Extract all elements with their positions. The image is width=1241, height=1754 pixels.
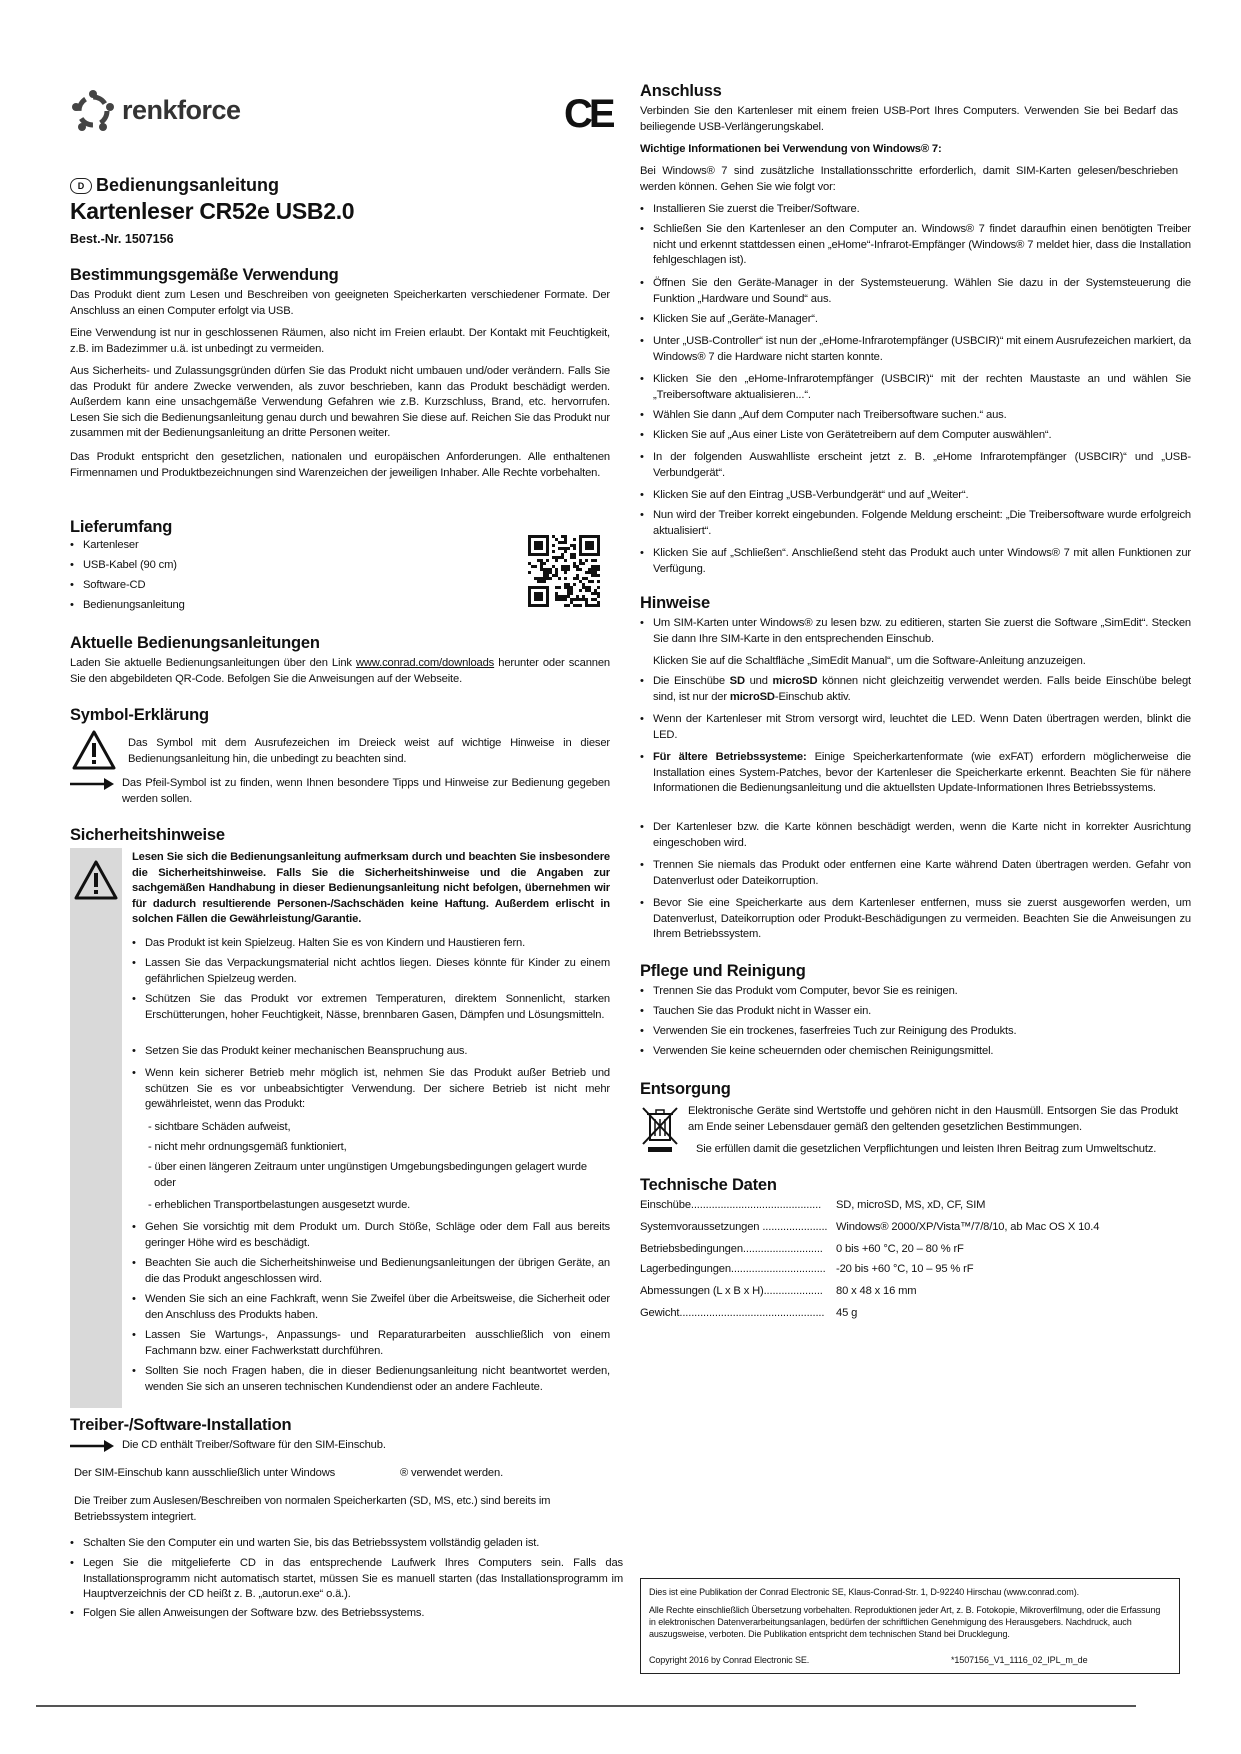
intended-use-p4: Das Produkt entspricht den gesetzlichen, nationalen und europäischen Anforderungen. Alle enthaltenen Firmennamen und Produktbezeichnungen sind Warenzeichen der jeweiligen Inhaber. Alle Rechte vorbehalten.	[70, 451, 610, 479]
notes-item: • Der Kartenleser bzw. die Karte können beschädigt werden, wenn die Karte nicht in korrekter Ausrichtung eingeschoben wird.	[640, 820, 1191, 851]
warning-triangle-icon	[72, 730, 116, 770]
safety-item: • Sollten Sie noch Fragen haben, die in dieser Bedienungsanleitung nicht beantwortet werden, wenden Sie sich an unseren technischen Kundendienst oder an andere Fachleute.	[132, 1364, 610, 1395]
care-item: • Tauchen Sie das Produkt nicht in Wasser ein.	[640, 1004, 1191, 1020]
intended-use-p2: Eine Verwendung ist nur in geschlossenen Räumen, also nicht im Freien erlaubt. Der Kontakt mit Feuchtigkeit, z.B. im Badezimmer u.ä. ist unbedingt zu vermeiden.	[70, 327, 610, 355]
care-item: • Verwenden Sie ein trockenes, faserfreies Tuch zur Reinigung des Produkts.	[640, 1024, 1191, 1040]
arrow-icon	[70, 1438, 116, 1454]
intended-use-p3: Aus Sicherheits- und Zulassungsgründen dürfen Sie das Produkt nicht umbauen und/oder verändern. Falls Sie das Produkt für andere Zwecke verwenden, als zuvor beschrieben, kann das Produkt beschädigt werden. Außerdem kann eine unsachgemäße Verwendung Gefahren wie z.B. Kurzschluss, Brand, etc. hervorrufen. Lesen Sie sich die Bedienungsanleitung genau durch und bewahren Sie diese auf. Reichen Sie das Produkt nur zusammen mit der Bedienungsanleitung an dritte Personen weiter.	[70, 365, 610, 439]
driver-note-1b: ® verwendet werden.	[400, 1467, 504, 1479]
driver-step: • Schalten Sie den Computer ein und warten Sie, bis das Betriebssystem vollständig geladen ist.	[70, 1536, 623, 1552]
notes-item-cont: Klicken Sie auf die Schaltfläche „SimEdit Manual“, um die Software-Anleitung anzuzeigen.	[653, 655, 1086, 667]
notes-item: • Um SIM-Karten unter Windows® zu lesen bzw. zu editieren, starten Sie zuerst die Software „SimEdit“. Stecken Sie dann Ihre SIM-Karte in den entsprechenden Einschub.	[640, 616, 1191, 647]
spec-key: Einschübe............................................	[640, 1199, 822, 1211]
downloads-link[interactable]: www.conrad.com/downloads	[355, 657, 495, 669]
safety-item: • Gehen Sie vorsichtig mit dem Produkt um. Durch Stöße, Schläge oder dem Fall aus bereits geringer Höhe wird es beschädigt.	[132, 1220, 610, 1251]
symbol-arrow-text: Das Pfeil-Symbol ist zu finden, wenn Ihnen besondere Tipps und Hinweise zur Bedienung gegeben werden sollen.	[122, 777, 610, 805]
warning-triangle-icon	[74, 860, 118, 900]
brand-name: renkforce	[122, 95, 241, 125]
driver-note-1a: Der SIM-Einschub kann ausschließlich unter Windows	[74, 1467, 336, 1479]
connection-step: • Nun wird der Treiber korrekt eingebunden. Folgende Meldung erscheint: „Die Treibersoftware wurde erfolgreich aktualisiert“.	[640, 508, 1191, 539]
section-title-intended-use: Bestimmungsgemäße Verwendung	[70, 266, 339, 284]
driver-step: • Folgen Sie allen Anweisungen der Software bzw. des Betriebssystems.	[70, 1606, 623, 1622]
notes-item: • Bevor Sie eine Speicherkarte aus dem Kartenleser entfernen, muss sie zuerst ausgeworfen werden, um Datenverlust, Dateikorruption oder Produkt-Beschädigungen zu vermeiden. Beachten Sie die Anweisungen zu Ihrem Betriebssystem.	[640, 896, 1191, 943]
imprint-publisher: Dies ist eine Publikation der Conrad Electronic SE, Klaus-Conrad-Str. 1, D-92240 Hirschau (www.conrad.com).	[649, 1587, 1079, 1597]
spec-value: 80 x 48 x 16 mm	[836, 1285, 917, 1297]
connection-step: • Schließen Sie den Kartenleser an den Computer an. Windows® 7 findet daraufhin einen benötigten Treiber nicht und erkennt stattdessen einen „eHome“-Infrarot-Empfänger (Windows® 7 meldet hier, dass die Installation fehlgeschlagen ist).	[640, 222, 1191, 269]
connection-step: • Klicken Sie auf „Geräte-Manager“.	[640, 312, 1191, 328]
care-item: • Verwenden Sie keine scheuernden oder chemischen Reinigungsmittel.	[640, 1044, 1191, 1060]
imprint-rights: Alle Rechte einschließlich Übersetzung vorbehalten. Reproduktionen jeder Art, z. B. Fotokopie, Mikroverfilmung, oder die Erfassung in elektronischen Datenverarbeitungsanlagen, bedürfen der schriftlichen Genehmigung des Herausgebers. Nachdruck, auch auszugsweise, verboten. Die Publikation entspricht dem technischen Stand bei Drucklegung.	[649, 1605, 1161, 1639]
driver-tip: Die CD enthält Treiber/Software für den SIM-Einschub.	[122, 1439, 386, 1451]
section-title-manuals: Aktuelle Bedienungsanleitungen	[70, 634, 320, 652]
safety-subitem: - sichtbare Schäden aufweist,	[148, 1121, 291, 1133]
safety-item: • Beachten Sie auch die Sicherheitshinweise und Bedienungsanleitungen der übrigen Geräte, an die das Produkt angeschlossen wird.	[132, 1256, 610, 1287]
section-title-symbols: Symbol-Erklärung	[70, 706, 209, 724]
driver-note-2: Die Treiber zum Auslesen/Beschreiben von normalen Speicherkarten (SD, MS, etc.) sind bereits im Betriebssystem integriert.	[74, 1495, 551, 1523]
section-title-driver-install: Treiber-/Software-Installation	[70, 1416, 292, 1434]
spec-value: SD, microSD, MS, xD, CF, SIM	[836, 1199, 986, 1211]
spec-value: -20 bis +60 °C, 10 – 95 % rF	[836, 1263, 974, 1275]
safety-subitem: - erheblichen Transportbelastungen ausgesetzt wurde.	[148, 1199, 411, 1211]
safety-sidebar	[70, 848, 122, 1408]
connection-step: • Unter „USB-Controller“ ist nun der „eHome-Infrarotempfänger (USBCIR)“ mit einem Ausrufezeichen markiert, da Windows® 7 die Hardware nicht starten konnte.	[640, 334, 1191, 365]
safety-item: • Lassen Sie das Verpackungsmaterial nicht achtlos liegen. Dieses könnte für Kinder zu einem gefährlichen Spielzeug werden.	[132, 956, 610, 987]
notes-item: • Trennen Sie niemals das Produkt oder entfernen eine Karte während Daten übertragen werden. Gefahr von Datenverlust oder Dateikorruption.	[640, 858, 1191, 889]
manuals-text: Laden Sie aktuelle Bedienungsanleitungen über den Link www.conrad.com/downloads herunter oder scannen Sie den abgebildeten QR-Code. Befolgen Sie die Anweisungen auf der Webseite.	[70, 657, 610, 685]
section-title-specs: Technische Daten	[640, 1176, 777, 1194]
section-title-safety: Sicherheitshinweise	[70, 826, 225, 844]
connection-step: • Klicken Sie auf „Aus einer Liste von Gerätetreibern auf dem Computer auswählen“.	[640, 428, 1191, 444]
section-title-care: Pflege und Reinigung	[640, 962, 806, 980]
notes-item: • Die Einschübe SD und microSD können nicht gleichzeitig verwendet werden. Falls beide Einschübe belegt sind, ist nur der microSD-Einschub aktiv.	[640, 674, 1191, 705]
connection-step: • Installieren Sie zuerst die Treiber/Software.	[640, 202, 1191, 218]
section-title-disposal: Entsorgung	[640, 1080, 731, 1098]
connection-step: • Öffnen Sie den Geräte-Manager in der Systemsteuerung. Wählen Sie dazu in der Systemsteuerung die Funktion „Hardware und Sound“ aus.	[640, 276, 1191, 307]
symbol-warning-text: Das Symbol mit dem Ausrufezeichen im Dreieck weist auf wichtige Hinweise in dieser Bedienungsanleitung hin, die unbedingt zu beachten sind.	[128, 737, 610, 765]
connection-win7-heading: Wichtige Informationen bei Verwendung von Windows® 7:	[640, 143, 942, 155]
disposal-p2: Sie erfüllen damit die gesetzlichen Verpflichtungen und leisten Ihren Beitrag zum Umweltschutz.	[696, 1143, 1157, 1155]
spec-key: Abmessungen (L x B x H)....................	[640, 1285, 823, 1297]
section-title-scope: Lieferumfang	[70, 518, 173, 536]
ce-mark: CE	[564, 92, 612, 136]
connection-step: • Wählen Sie dann „Auf dem Computer nach Treibersoftware suchen.“ aus.	[640, 408, 1191, 424]
spec-value: 0 bis +60 °C, 20 – 80 % rF	[836, 1243, 964, 1255]
product-title: Kartenleser CR52e USB2.0	[70, 198, 355, 224]
connection-step: • In der folgenden Auswahlliste erscheint jetzt z. B. „eHome Infrarotempfänger (USBCIR)“ und „USB-Verbundgerät“.	[640, 450, 1191, 481]
disposal-p1: Elektronische Geräte sind Wertstoffe und gehören nicht in den Hausmüll. Entsorgen Sie das Produkt am Ende seiner Lebensdauer gemäß den geltenden gesetzlichen Bestimmungen.	[688, 1105, 1178, 1133]
renkforce-logo-icon	[70, 88, 116, 134]
safety-item: • Das Produkt ist kein Spielzeug. Halten Sie es von Kindern und Haustieren fern.	[132, 936, 610, 952]
bottom-rule	[36, 1705, 1136, 1707]
spec-key: Gewicht.................................................	[640, 1307, 825, 1319]
care-item: • Trennen Sie das Produkt vom Computer, bevor Sie es reinigen.	[640, 984, 1191, 1000]
safety-subitem: - über einen längeren Zeitraum unter ungünstigen Umgebungsbedingungen gelagert wurde	[148, 1161, 587, 1173]
section-title-notes: Hinweise	[640, 594, 710, 612]
driver-step: • Legen Sie die mitgelieferte CD in das entsprechende Laufwerk Ihres Computers sein. Falls das Installationsprogramm nicht automatisch startet, müssen Sie es manuell starten (das Installationsprogramm im Hauptverzeichnis der CD heißt z. B. „autorun.exe“ o.ä.).	[70, 1556, 623, 1603]
section-title-connection: Anschluss	[640, 82, 722, 100]
spec-key: Betriebsbedingungen...........................	[640, 1243, 823, 1255]
order-number: Best.-Nr. 1507156	[70, 232, 174, 246]
imprint-code: *1507156_V1_1116_02_IPL_m_de	[951, 1655, 1088, 1665]
connection-step: • Klicken Sie den „eHome-Infrarotempfänger (USBCIR)“ mit der rechten Maustaste an und wählen Sie „Treibersoftware aktualisieren...“.	[640, 372, 1191, 403]
safety-subitem: - nicht mehr ordnungsgemäß funktioniert,	[148, 1141, 347, 1153]
arrow-icon	[70, 776, 116, 792]
scope-item: • Bedienungsanleitung	[70, 598, 483, 614]
safety-item: • Lassen Sie Wartungs-, Anpassungs- und Reparaturarbeiten ausschließlich von einem Fachmann bzw. einer Fachwerkstatt durchführen.	[132, 1328, 610, 1359]
spec-value: 45 g	[836, 1307, 858, 1319]
imprint-copyright: Copyright 2016 by Conrad Electronic SE.	[649, 1655, 810, 1665]
connection-step: • Klicken Sie auf den Eintrag „USB-Verbundgerät“ und auf „Weiter“.	[640, 488, 1191, 504]
flag-d-icon: D	[70, 178, 92, 194]
spec-key: Systemvoraussetzungen ......................	[640, 1221, 828, 1233]
safety-item: • Setzen Sie das Produkt keiner mechanischen Beanspruchung aus.	[132, 1044, 610, 1060]
scope-item: • USB-Kabel (90 cm)	[70, 558, 483, 574]
safety-item: • Schützen Sie das Produkt vor extremen Temperaturen, direktem Sonnenlicht, starken Erschütterungen, hoher Feuchtigkeit, Nässe, brennbaren Gasen, Dämpfen und Lösungsmitteln.	[132, 992, 610, 1023]
connection-p3: Bei Windows® 7 sind zusätzliche Installationsschritte erforderlich, damit SIM-Karten gelesen/beschrieben werden können. Gehen Sie wie folgt vor:	[640, 165, 1178, 193]
intended-use-p1: Das Produkt dient zum Lesen und Beschreiben von geeigneten Speicherkarten verschiedener Formate. Der Anschluss an einen Computer erfolgt via USB.	[70, 289, 610, 317]
qr-code	[528, 535, 600, 607]
scope-item: • Software-CD	[70, 578, 483, 594]
safety-intro: Lesen Sie sich die Bedienungsanleitung aufmerksam durch und beachten Sie insbesondere die Sicherheitshinweise. Falls Sie die Sicherheitshinweise und die Angaben zur sachgemäßen Handhabung in dieser Bedienungsanleitung nicht befolgen, übernehmen wir für dadurch resultierende Personen-/Sachschäden keine Haftung. Außerdem erlischt in solchen Fällen die Gewährleistung/Garantie.	[132, 851, 610, 925]
spec-key: Lagerbedingungen................................	[640, 1263, 826, 1275]
notes-item: • Für ältere Betriebssysteme: Einige Speicherkartenformate (wie exFAT) erfordern möglicherweise die Installation eines System-Patches, bevor der Kartenleser die Speicherkarte erkennt. Beachten Sie für nähere Informationen die Bedienungsanleitung und die aktuellsten Update-Informationen Ihres Betriebssystems.	[640, 750, 1191, 797]
doc-type: Bedienungsanleitung	[96, 175, 280, 195]
scope-item: • Kartenleser	[70, 538, 483, 554]
safety-item: • Wenden Sie sich an eine Fachkraft, wenn Sie Zweifel über die Arbeitsweise, die Sicherheit oder den Anschluss des Produkts haben.	[132, 1292, 610, 1323]
spec-value: Windows® 2000/XP/Vista™/7/8/10, ab Mac OS X 10.4	[836, 1221, 1100, 1233]
weee-bin-icon	[640, 1106, 680, 1154]
safety-item: • Wenn kein sicherer Betrieb mehr möglich ist, nehmen Sie das Produkt außer Betrieb und schützen Sie es vor unbeabsichtigter Verwendung. Der sichere Betrieb ist nicht mehr gewährleistet, wenn das Produkt:	[132, 1066, 610, 1113]
connection-step: • Klicken Sie auf „Schließen“. Anschließend steht das Produkt auch unter Windows® 7 mit allen Funktionen zur Verfügung.	[640, 546, 1191, 577]
imprint-box	[640, 1578, 1180, 1674]
notes-item: • Wenn der Kartenleser mit Strom versorgt wird, leuchtet die LED. Wenn Daten übertragen werden, blinkt die LED.	[640, 712, 1191, 743]
safety-subitem-or: oder	[154, 1177, 176, 1189]
connection-p1: Verbinden Sie den Kartenleser mit einem freien USB-Port Ihres Computers. Verwenden Sie bei Bedarf das beiliegende USB-Verlängerungskabel.	[640, 105, 1178, 133]
